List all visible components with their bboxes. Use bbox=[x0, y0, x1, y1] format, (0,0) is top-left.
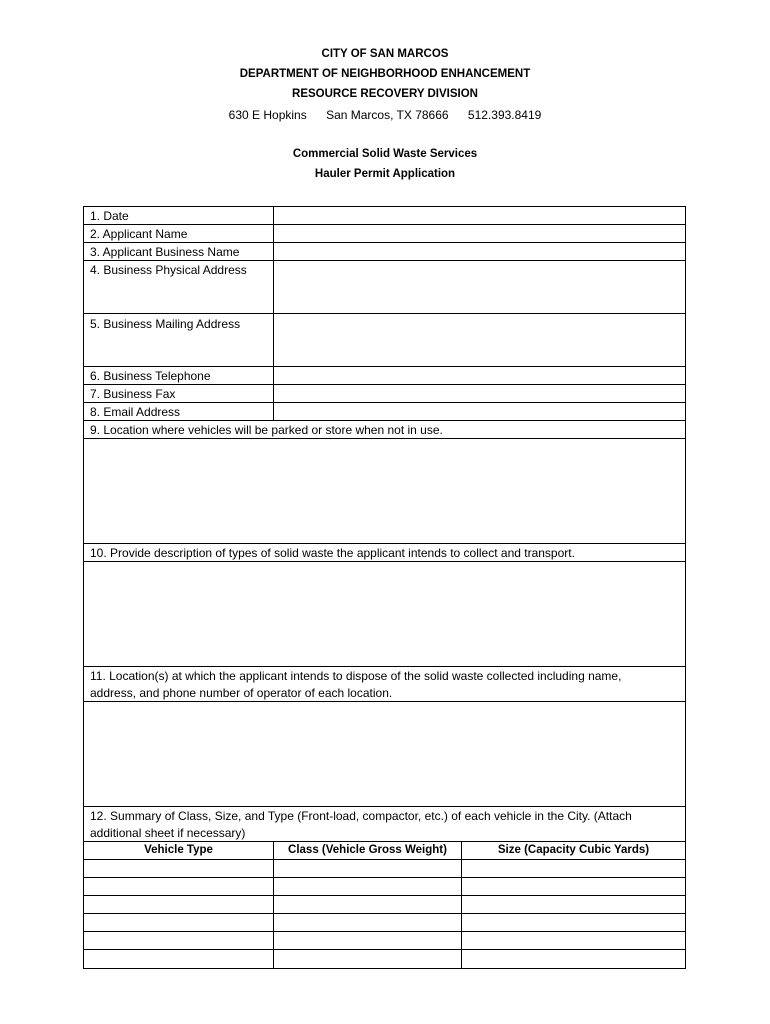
business-name-field[interactable] bbox=[274, 243, 685, 260]
vehicle-size-cell[interactable] bbox=[462, 878, 685, 895]
waste-description-field[interactable] bbox=[84, 562, 685, 667]
vehicle-table-row bbox=[84, 896, 685, 914]
vehicle-table-row bbox=[84, 932, 685, 950]
field-label: 8. Email Address bbox=[84, 403, 274, 420]
question-12-line2: additional sheet if necessary) bbox=[90, 826, 246, 840]
applicant-name-field[interactable] bbox=[274, 225, 685, 242]
address-line bbox=[0, 108, 770, 122]
vehicle-size-cell[interactable] bbox=[462, 950, 685, 968]
vehicle-type-header: Vehicle Type bbox=[84, 842, 274, 859]
vehicle-size-header: Size (Capacity Cubic Yards) bbox=[497, 844, 650, 856]
field-label: 1. Date bbox=[84, 207, 274, 224]
vehicle-type-cell[interactable] bbox=[84, 932, 274, 949]
vehicle-table-row bbox=[84, 950, 685, 968]
application-form bbox=[83, 206, 686, 969]
vehicle-type-cell[interactable] bbox=[84, 914, 274, 931]
address-street: 630 E Hopkins bbox=[228, 108, 307, 122]
field-label: 4. Business Physical Address bbox=[84, 261, 274, 313]
vehicle-class-cell[interactable] bbox=[274, 878, 462, 895]
date-field[interactable] bbox=[274, 207, 685, 224]
vehicle-size-cell[interactable] bbox=[462, 914, 685, 931]
vehicle-class-cell[interactable] bbox=[274, 896, 462, 913]
form-row-fax bbox=[84, 385, 685, 403]
question-11-line2: address, and phone number of operator of each location. bbox=[90, 686, 393, 700]
vehicle-class-cell[interactable] bbox=[274, 932, 462, 949]
form-row-business-name bbox=[84, 243, 685, 261]
form-row-telephone bbox=[84, 367, 685, 385]
vehicle-size-cell[interactable] bbox=[462, 860, 685, 877]
form-row-mailing-address bbox=[84, 314, 685, 367]
field-label: 2. Applicant Name bbox=[84, 225, 274, 242]
form-subtitle: Hauler Permit Application bbox=[314, 168, 456, 180]
vehicle-table-header bbox=[84, 842, 685, 860]
form-row-email bbox=[84, 403, 685, 421]
vehicle-type-cell[interactable] bbox=[84, 950, 274, 968]
vehicle-table-row bbox=[84, 860, 685, 878]
field-label: 3. Applicant Business Name bbox=[84, 243, 274, 260]
question-10-label: 10. Provide description of types of solid waste the applicant intends to collect and transport. bbox=[84, 544, 685, 562]
vehicle-type-cell[interactable] bbox=[84, 878, 274, 895]
physical-address-field[interactable] bbox=[274, 261, 685, 313]
mailing-address-field[interactable] bbox=[274, 314, 685, 366]
fax-field[interactable] bbox=[274, 385, 685, 402]
question-12-line1: 12. Summary of Class, Size, and Type (Front-load, compactor, etc.) of each vehicle in the City. (Attach bbox=[90, 809, 632, 823]
field-label: 5. Business Mailing Address bbox=[84, 314, 274, 366]
vehicle-class-cell[interactable] bbox=[274, 914, 462, 931]
form-row-date bbox=[84, 207, 685, 225]
city-name: CITY OF SAN MARCOS bbox=[321, 48, 449, 60]
vehicle-class-header: Class (Vehicle Gross Weight) bbox=[274, 842, 462, 859]
vehicle-table-row bbox=[84, 914, 685, 932]
field-label: 7. Business Fax bbox=[84, 385, 274, 402]
address-phone: 512.393.8419 bbox=[467, 108, 542, 122]
vehicle-size-cell[interactable] bbox=[462, 932, 685, 949]
vehicle-location-field[interactable] bbox=[84, 439, 685, 544]
vehicle-type-cell[interactable] bbox=[84, 860, 274, 877]
form-title: Commercial Solid Waste Services bbox=[292, 148, 478, 160]
email-field[interactable] bbox=[274, 403, 685, 420]
question-9-label: 9. Location where vehicles will be parked or store when not in use. bbox=[84, 421, 685, 439]
vehicle-table-row bbox=[84, 878, 685, 896]
field-label: 6. Business Telephone bbox=[84, 367, 274, 384]
address-city: San Marcos, TX 78666 bbox=[326, 108, 449, 122]
department-name: DEPARTMENT OF NEIGHBORHOOD ENHANCEMENT bbox=[239, 68, 531, 80]
disposal-location-field[interactable] bbox=[84, 702, 685, 807]
division-name: RESOURCE RECOVERY DIVISION bbox=[292, 88, 478, 100]
vehicle-size-cell[interactable] bbox=[462, 896, 685, 913]
question-11-label bbox=[84, 667, 685, 702]
form-row-applicant-name bbox=[84, 225, 685, 243]
telephone-field[interactable] bbox=[274, 367, 685, 384]
vehicle-class-cell[interactable] bbox=[274, 860, 462, 877]
vehicle-type-cell[interactable] bbox=[84, 896, 274, 913]
question-12-label bbox=[84, 807, 685, 842]
vehicle-class-cell[interactable] bbox=[274, 950, 462, 968]
form-row-physical-address bbox=[84, 261, 685, 314]
question-11-line1: 11. Location(s) at which the applicant intends to dispose of the solid waste collected including name, bbox=[90, 669, 622, 683]
